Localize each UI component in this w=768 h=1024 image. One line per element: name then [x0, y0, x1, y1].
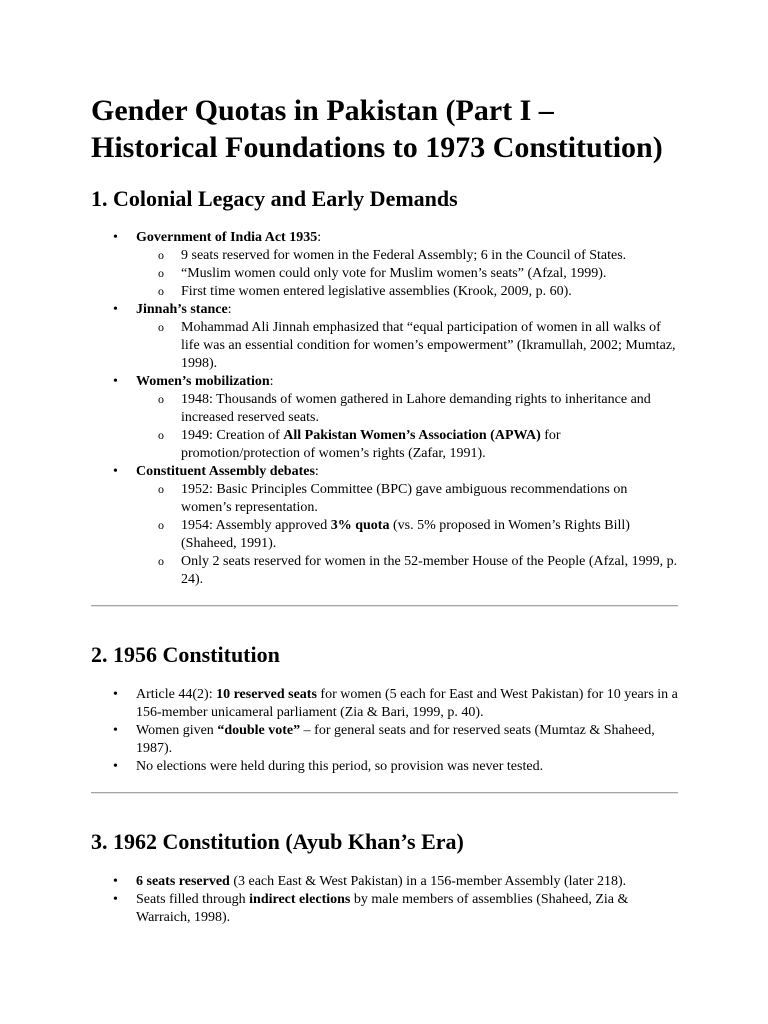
sub-item: o 1952: Basic Principles Committee (BPC) gave ambiguous recommendations on women’s representation. — [136, 481, 681, 517]
section-divider — [91, 792, 678, 794]
emphasis: All Pakistan Women’s Association (APWA) — [283, 428, 541, 443]
section-2-heading: 2. 1956 Constitution — [91, 642, 280, 667]
text: Article 44(2): — [136, 687, 217, 702]
emphasis: 10 reserved seats — [216, 687, 317, 702]
list-item — [91, 301, 681, 373]
colon: : — [314, 464, 319, 479]
text: 1954: Assembly approved — [181, 518, 331, 533]
colon: : — [227, 302, 232, 317]
item-label: Jinnah’s stance — [136, 302, 228, 317]
sub-item: o First time women entered legislative assemblies (Krook, 2009, p. 60). — [136, 283, 681, 301]
section-1-heading: 1. Colonial Legacy and Early Demands — [91, 186, 458, 211]
sub-list — [136, 391, 681, 463]
section-divider — [91, 605, 678, 607]
page-title: Gender Quotas in Pakistan (Part I – Historical Foundations to 1973 Constitution) — [91, 94, 663, 164]
sub-item — [136, 517, 681, 553]
text: (vs. 5% proposed in Women’s Rights Bill) (Shaheed, 1991). — [181, 518, 630, 551]
sub-list — [136, 319, 681, 373]
list-item — [91, 891, 681, 927]
text: Women given — [136, 723, 218, 738]
text: for women (5 each for East and West Pakistan) for 10 years in a 156-member unicameral parliament (Zia & Bari, 1999, p. 40). — [136, 687, 678, 720]
list-item — [91, 686, 681, 722]
text: – for general seats and for reserved seats (Mumtaz & Shaheed, 1987). — [136, 723, 655, 756]
text: Seats filled through — [136, 892, 250, 907]
list-item — [91, 722, 681, 758]
list-item: • No elections were held during this period, so provision was never tested. — [91, 758, 681, 776]
emphasis: 6 seats reserved — [136, 874, 230, 889]
sub-item — [136, 427, 681, 463]
sub-item: o 1948: Thousands of women gathered in Lahore demanding rights to inheritance and increased reserved seats. — [136, 391, 681, 427]
text: (3 each East & West Pakistan) in a 156-member Assembly (later 218). — [229, 874, 627, 889]
list-item — [91, 873, 681, 891]
section-3-heading: 3. 1962 Constitution (Ayub Khan’s Era) — [91, 829, 464, 854]
sub-item: o “Muslim women could only vote for Muslim women’s seats” (Afzal, 1999). — [136, 265, 681, 283]
sub-item: o 9 seats reserved for women in the Federal Assembly; 6 in the Council of States. — [136, 247, 681, 265]
emphasis: “double vote” — [217, 723, 301, 738]
text: for promotion/protection of women’s rights (Zafar, 1991). — [181, 428, 561, 461]
sub-list — [136, 481, 681, 589]
list-item — [91, 229, 681, 301]
sub-item: o Mohammad Ali Jinnah emphasized that “equal participation of women in all walks of life was an essential condition for women’s empowerment” (Ikramullah, 2002; Mumtaz, 1998). — [136, 319, 681, 373]
emphasis: indirect elections — [249, 892, 351, 907]
item-label: Constituent Assembly debates — [136, 464, 315, 479]
list-item — [91, 463, 681, 589]
document-page — [91, 92, 681, 927]
sub-list — [136, 247, 681, 301]
text: 1949: Creation of — [181, 428, 284, 443]
colon: : — [317, 230, 322, 245]
section-1-list — [91, 229, 681, 589]
item-label: Women’s mobilization — [136, 374, 270, 389]
colon: : — [269, 374, 274, 389]
item-label: Government of India Act 1935 — [136, 230, 318, 245]
text: by male members of assemblies (Shaheed, Zia & Warraich, 1998). — [136, 892, 629, 925]
emphasis: 3% quota — [330, 518, 390, 533]
section-2-list — [91, 686, 681, 776]
list-item — [91, 373, 681, 463]
sub-item: o Only 2 seats reserved for women in the 52-member House of the People (Afzal, 1999, p. 24). — [136, 553, 681, 589]
section-3-list — [91, 873, 681, 927]
